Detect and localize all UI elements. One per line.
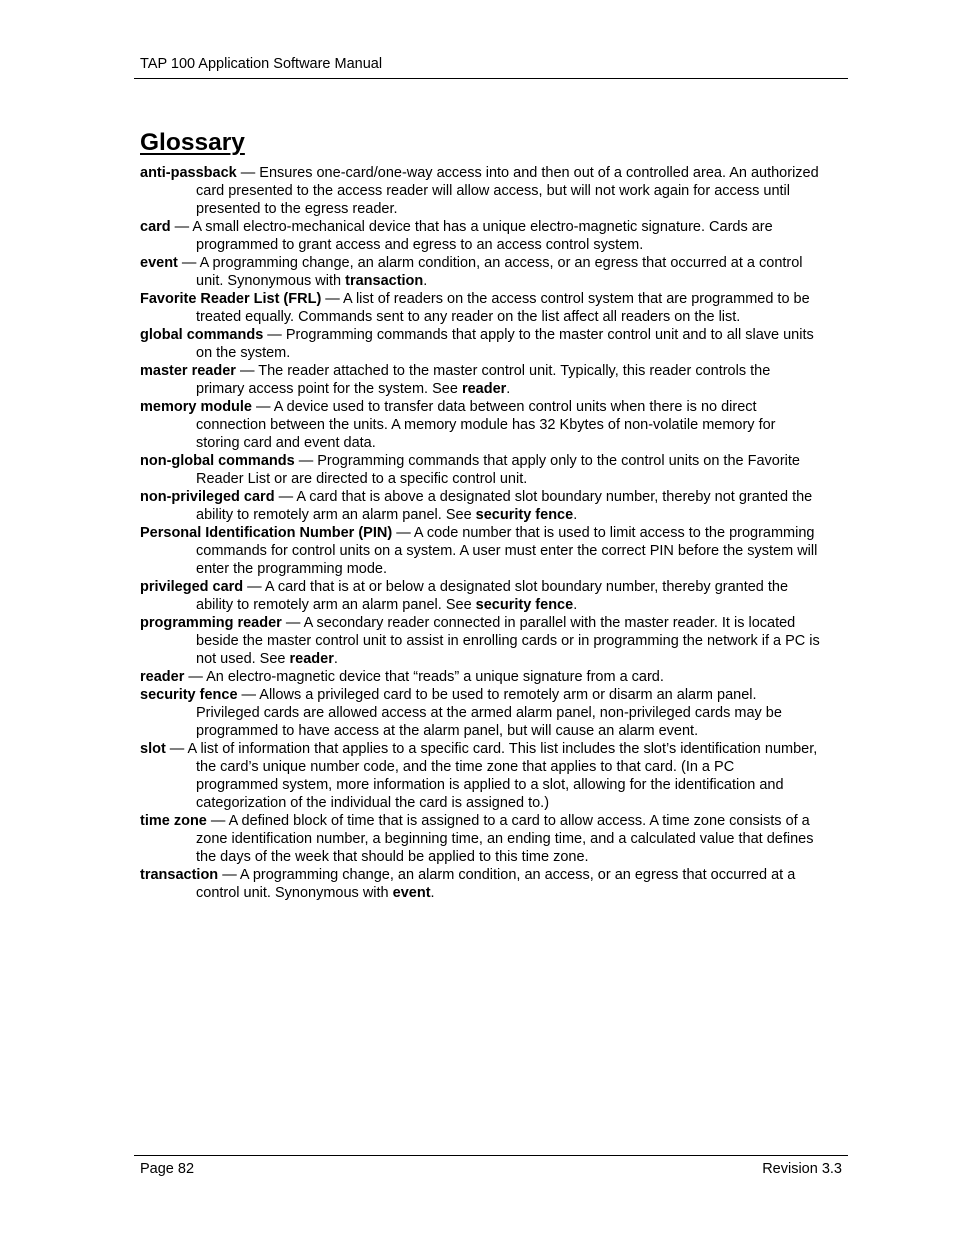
- glossary-term: non-privileged card: [140, 489, 275, 505]
- glossary-entry-event: [140, 254, 820, 290]
- glossary-term: card: [140, 219, 171, 235]
- glossary-entry-security-fence: [140, 686, 820, 740]
- glossary-list: [140, 164, 820, 902]
- glossary-entry-frl: [140, 290, 820, 326]
- glossary-definition: — Programming commands that apply only to the control units on the Favorite Reader List or are directed to a specific control unit.: [196, 453, 800, 487]
- glossary-definition: — A programming change, an alarm condition, an access, or an egress that occurred at a control unit. Synonymous with: [196, 867, 796, 901]
- glossary-entry-pin: [140, 524, 820, 578]
- glossary-term: reader: [140, 669, 185, 685]
- glossary-cross-reference: reader: [289, 651, 334, 667]
- glossary-term: Personal Identification Number (PIN): [140, 525, 393, 541]
- glossary-entry-global-commands: [140, 326, 820, 362]
- glossary-entry-non-global-commands: [140, 452, 820, 488]
- glossary-definition: — A small electro-mechanical device that has a unique electro-magnetic signature. Cards are programmed to grant access and egress to an access control system.: [170, 219, 773, 253]
- glossary-term: memory module: [140, 399, 252, 415]
- glossary-cross-reference: reader: [461, 381, 507, 397]
- glossary-end-punctuation: .: [506, 381, 511, 397]
- glossary-cross-reference: event: [392, 885, 431, 901]
- glossary-term: time zone: [140, 813, 207, 829]
- glossary-end-punctuation: .: [333, 651, 338, 667]
- glossary-definition: — A code number that is used to limit access to the programming commands for control units on a system. A user must enter the correct PIN before the system will enter the programming mode.: [196, 525, 818, 577]
- glossary-entry-memory-module: [140, 398, 820, 452]
- glossary-entry-privileged-card: [140, 578, 820, 614]
- glossary-entry-slot: [140, 740, 820, 812]
- glossary-definition: — A defined block of time that is assigned to a card to allow access. A time zone consists of a zone identification number, a beginning time, an ending time, and a calculated value that defines the days of the week that should be applied to this time zone.: [196, 813, 814, 865]
- glossary-term: non-global commands: [140, 453, 295, 469]
- glossary-term: privileged card: [140, 579, 244, 595]
- glossary-end-punctuation: .: [573, 507, 578, 523]
- glossary-entry-reader: [140, 668, 820, 686]
- glossary-entry-non-privileged-card: [140, 488, 820, 524]
- glossary-definition: — A card that is at or below a designated slot boundary number, thereby granted the ability to remotely arm an alarm panel. See: [196, 579, 789, 613]
- page-number: Page 82: [140, 1161, 195, 1177]
- header-divider: [134, 78, 848, 79]
- glossary-cross-reference: security fence: [475, 597, 574, 613]
- glossary-end-punctuation: .: [573, 597, 578, 613]
- glossary-definition: — Allows a privileged card to be used to remotely arm or disarm an alarm panel. Privileged cards are allowed access at the armed alarm panel, non-privileged cards may be programmed to have access at the alarm panel, but will cause an alarm event.: [196, 687, 782, 739]
- glossary-end-punctuation: .: [430, 885, 435, 901]
- glossary-term: transaction: [140, 867, 219, 883]
- revision-label: Revision 3.3: [762, 1161, 842, 1177]
- glossary-cross-reference: security fence: [475, 507, 574, 523]
- glossary-term: programming reader: [140, 615, 282, 631]
- glossary-definition: — A list of information that applies to a specific card. This list includes the slot’s identification number, the card’s unique number code, and the time zone that applies to that card. (In a PC programmed system, more information is applied to a slot, allowing for the identification and categorization of the individual the card is assigned to.): [165, 741, 818, 811]
- glossary-entry-transaction: [140, 866, 820, 902]
- glossary-term: event: [140, 255, 178, 271]
- glossary-term: Favorite Reader List (FRL): [140, 291, 322, 307]
- glossary-cross-reference: transaction: [345, 273, 424, 289]
- glossary-term: master reader: [140, 363, 236, 379]
- glossary-end-punctuation: .: [423, 273, 428, 289]
- glossary-term: security fence: [140, 687, 238, 703]
- glossary-definition: — A programming change, an alarm condition, an access, or an egress that occurred at a control unit. Synonymous with: [177, 255, 803, 289]
- glossary-definition: — Ensures one-card/one-way access into and then out of a controlled area. An authorized card presented to the access reader will allow access, but will not work again for access until presented to the egress reader.: [196, 165, 819, 217]
- footer-divider: [134, 1155, 848, 1156]
- glossary-definition: — A card that is above a designated slot boundary number, thereby not granted the ability to remotely arm an alarm panel. See: [196, 489, 813, 523]
- glossary-definition: — An electro-magnetic device that “reads” a unique signature from a card.: [184, 669, 664, 685]
- running-header: TAP 100 Application Software Manual: [140, 56, 383, 72]
- glossary-term: slot: [140, 741, 166, 757]
- glossary-term: global commands: [140, 327, 264, 343]
- glossary-entry-master-reader: [140, 362, 820, 398]
- glossary-entry-programming-reader: [140, 614, 820, 668]
- glossary-definition: — Programming commands that apply to the master control unit and to all slave units on the system.: [196, 327, 814, 361]
- glossary-definition: — A secondary reader connected in parallel with the master reader. It is located beside the master control unit to assist in enrolling cards or in programming the network if a PC is not used. See: [196, 615, 820, 667]
- glossary-entry-anti-passback: [140, 164, 820, 218]
- glossary-entry-time-zone: [140, 812, 820, 866]
- glossary-entry-card: [140, 218, 820, 254]
- glossary-definition: — A device used to transfer data between control units when there is no direct connection between the units. A memory module has 32 Kbytes of non-volatile memory for storing card and event data.: [196, 399, 776, 451]
- glossary-definition: — The reader attached to the master control unit. Typically, this reader controls the primary access point for the system. See: [196, 363, 771, 397]
- glossary-definition: — A list of readers on the access control system that are programmed to be treated equally. Commands sent to any reader on the list affect all readers on the list.: [196, 291, 810, 325]
- page-title: Glossary: [140, 129, 245, 156]
- glossary-term: anti-passback: [140, 165, 237, 181]
